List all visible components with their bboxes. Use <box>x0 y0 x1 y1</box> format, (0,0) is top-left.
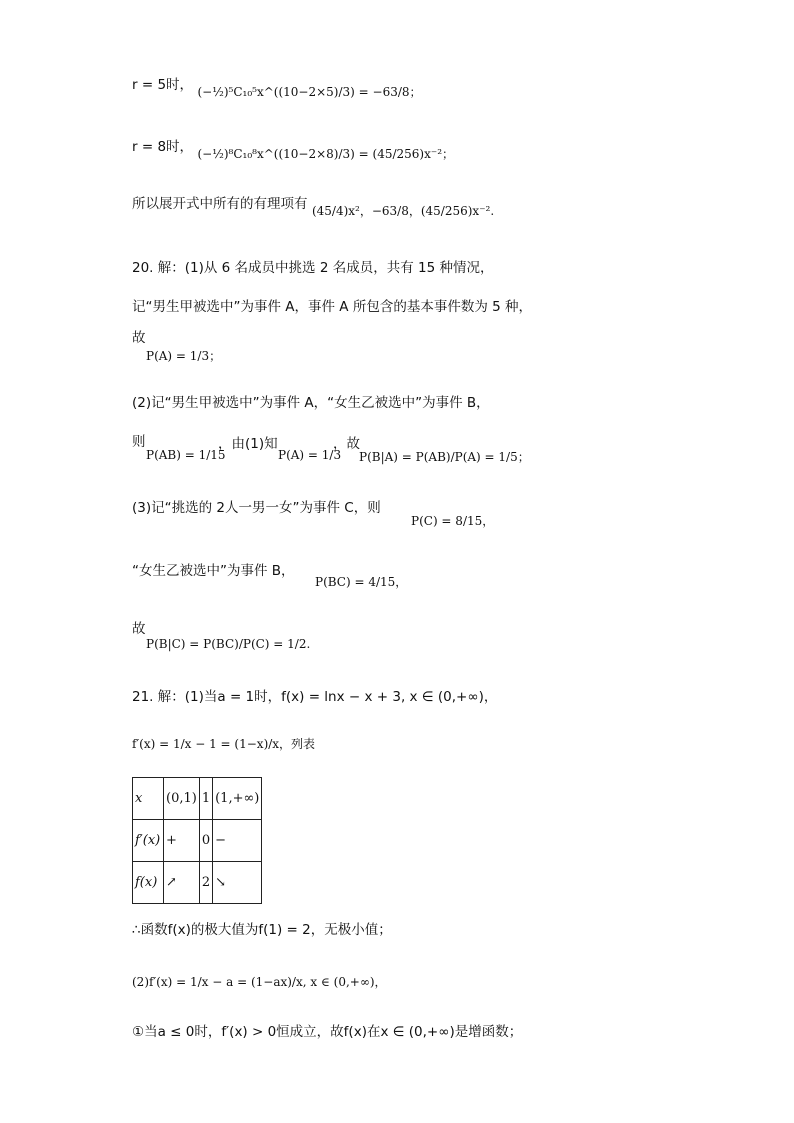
table-cell: ↗ <box>164 862 200 904</box>
q20-pba: P(B|A) = P(AB)/P(A) = 1/5； <box>359 450 530 464</box>
q20-pc: P(C) = 8/15， <box>411 514 495 528</box>
monotonicity-table <box>132 777 262 904</box>
table-cell: 0 <box>199 820 212 862</box>
table-cell: ↘ <box>213 862 262 904</box>
q21-max: ∴函数f(x)的极大值为f(1) = 2，无极小值； <box>132 922 392 938</box>
line-r8 <box>132 138 454 163</box>
q20-event-b: “女生乙被选中”为事件 B， <box>132 563 295 579</box>
rational-intro: 所以展开式中所有的有理项有 <box>132 196 308 212</box>
q20-event-a: 记“男生甲被选中”为事件 A，事件 A 所包含的基本事件数为 5 种， <box>132 299 533 315</box>
q21-deriv-line <box>132 735 315 753</box>
r5-label: r = 5时， <box>132 77 194 93</box>
r8-label: r = 8时， <box>132 139 194 155</box>
q20-pa: P(A) = 1/3； <box>146 349 222 363</box>
table-cell: (0,1) <box>164 778 200 820</box>
q21-head: 21. 解：(1)当a = 1时，f(x) = lnx − x + 3, x ∈ (0,+∞)， <box>132 689 498 705</box>
table-cell: − <box>213 820 262 862</box>
q20-line-ze <box>132 433 146 451</box>
table-cell: 1 <box>199 778 212 820</box>
q20-p3: (3)记“挑选的 2人一男一女”为事件 C，则 <box>132 500 381 516</box>
rational-terms: (45/4)x²，−63/8，(45/256)x⁻². <box>311 204 495 218</box>
q20-head: 20. 解：(1)从 6 名成员中挑选 2 名成员，共有 15 种情况， <box>132 260 494 276</box>
table-cell: 2 <box>199 862 212 904</box>
q20-pa2: P(A) = 1/3 <box>278 448 342 462</box>
table-cell: (1,+∞) <box>213 778 262 820</box>
q21-case1: ①当a ≤ 0时，f′(x) > 0恒成立，故f(x)在x ∈ (0,+∞)是增函数； <box>132 1024 523 1040</box>
q20-gu1: 故 <box>132 330 146 346</box>
q21-p2: (2)f′(x) = 1/x − a = (1−ax)/x, x ∈ (0,+∞)， <box>132 975 387 989</box>
q20-youzhi: ，由(1)知 <box>218 436 278 452</box>
q20-pab: P(AB) = 1/15 <box>146 448 226 462</box>
r5-formula: (−½)⁵C₁₀⁵x^((10−2×5)/3) = −63/8； <box>197 85 422 99</box>
line-rational <box>132 195 494 220</box>
q20-ze: 则 <box>132 434 146 450</box>
table-row <box>133 862 262 904</box>
q20-gu2: ，故 <box>333 436 360 452</box>
table-row <box>133 778 262 820</box>
q20-pbc: P(BC) = 4/15， <box>315 575 408 589</box>
q20-pbgc: P(B|C) = P(BC)/P(C) = 1/2. <box>146 637 311 651</box>
q20-gu3: 故 <box>132 621 146 637</box>
table-row <box>133 820 262 862</box>
q21-deriv: f′(x) = 1/x − 1 = (1−x)/x，列表 <box>132 737 316 751</box>
r8-formula: (−½)⁸C₁₀⁸x^((10−2×8)/3) = (45/256)x⁻²； <box>197 147 455 161</box>
q20-p2: (2)记“男生甲被选中”为事件 A，“女生乙被选中”为事件 B， <box>132 395 490 411</box>
table-cell: + <box>164 820 200 862</box>
table-cell: x <box>133 778 164 820</box>
table-cell: f(x) <box>133 862 164 904</box>
table-cell: f′(x) <box>133 820 164 862</box>
table-body <box>133 778 262 904</box>
line-r5 <box>132 76 422 101</box>
